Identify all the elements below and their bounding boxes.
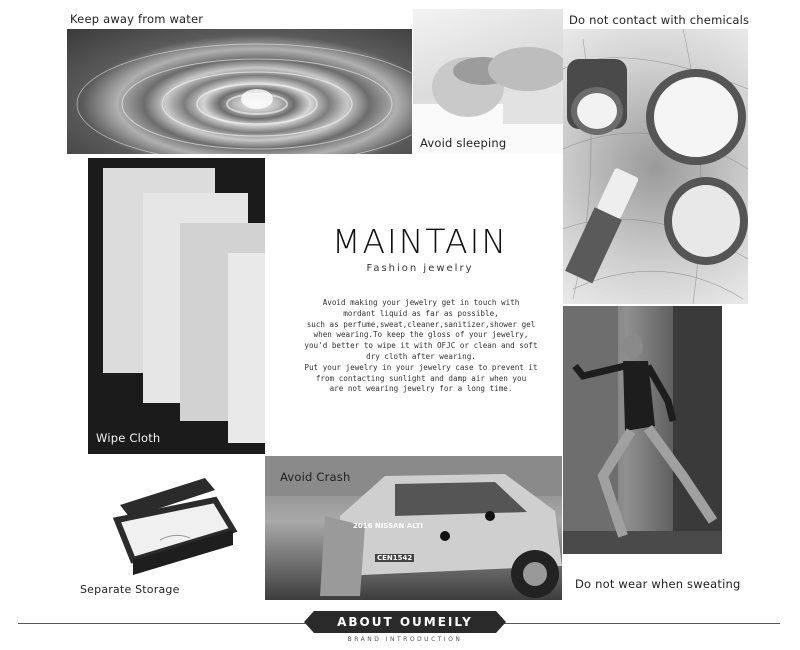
water-ripple-photo <box>67 29 412 154</box>
caption-avoid-crash: Avoid Crash <box>280 470 351 484</box>
body-line: mordant liquid as far as possible, <box>343 308 499 318</box>
body-line: you'd better to wipe it with OFJC or clean and soft <box>304 341 538 351</box>
body-line: Put your jewelry in your jewelry case to prevent it <box>304 362 538 372</box>
caption-separate-storage: Separate Storage <box>80 583 180 596</box>
body-line: Avoid making your jewelry get in touch with <box>322 298 520 307</box>
footer-divider-left <box>18 623 310 624</box>
jewelry-box-image <box>105 470 240 580</box>
caption-avoid-sleeping: Avoid sleeping <box>420 136 507 150</box>
body-line: dry cloth after wearing. <box>366 351 476 361</box>
caption-no-chemicals: Do not contact with chemicals <box>569 13 750 27</box>
body-line: are not wearing jewelry for a long time. <box>329 384 513 394</box>
brand-introduction: BRAND INTRODUCTION <box>347 636 463 643</box>
body-line: such as perfume,sweat,cleaner,sanitizer,shower gel <box>306 319 536 329</box>
cosmetics-photo <box>563 29 748 304</box>
footer-divider-right <box>500 623 780 624</box>
maintain-body <box>296 298 546 395</box>
caption-no-sweating: Do not wear when sweating <box>575 577 741 591</box>
car-plate: CEN1542 <box>377 554 413 562</box>
caption-keep-away-water: Keep away from water <box>70 12 204 26</box>
caption-wipe-cloth: Wipe Cloth <box>96 431 161 445</box>
runner-photo <box>563 306 722 554</box>
about-banner: ABOUT OUMEILY <box>314 611 496 633</box>
body-line: from contacting sunlight and damp air when you <box>315 373 527 383</box>
wipe-cloth-photo <box>88 158 265 454</box>
body-line: when wearing.To keep the gloss of your jewelry, <box>313 330 529 340</box>
maintain-subtitle: Fashion jewelry <box>366 263 474 274</box>
maintain-title: MAINTAIN <box>331 222 509 261</box>
sleeping-woman-photo <box>413 9 563 154</box>
car-side-text: 2016 NISSAN ALTI <box>353 522 423 530</box>
